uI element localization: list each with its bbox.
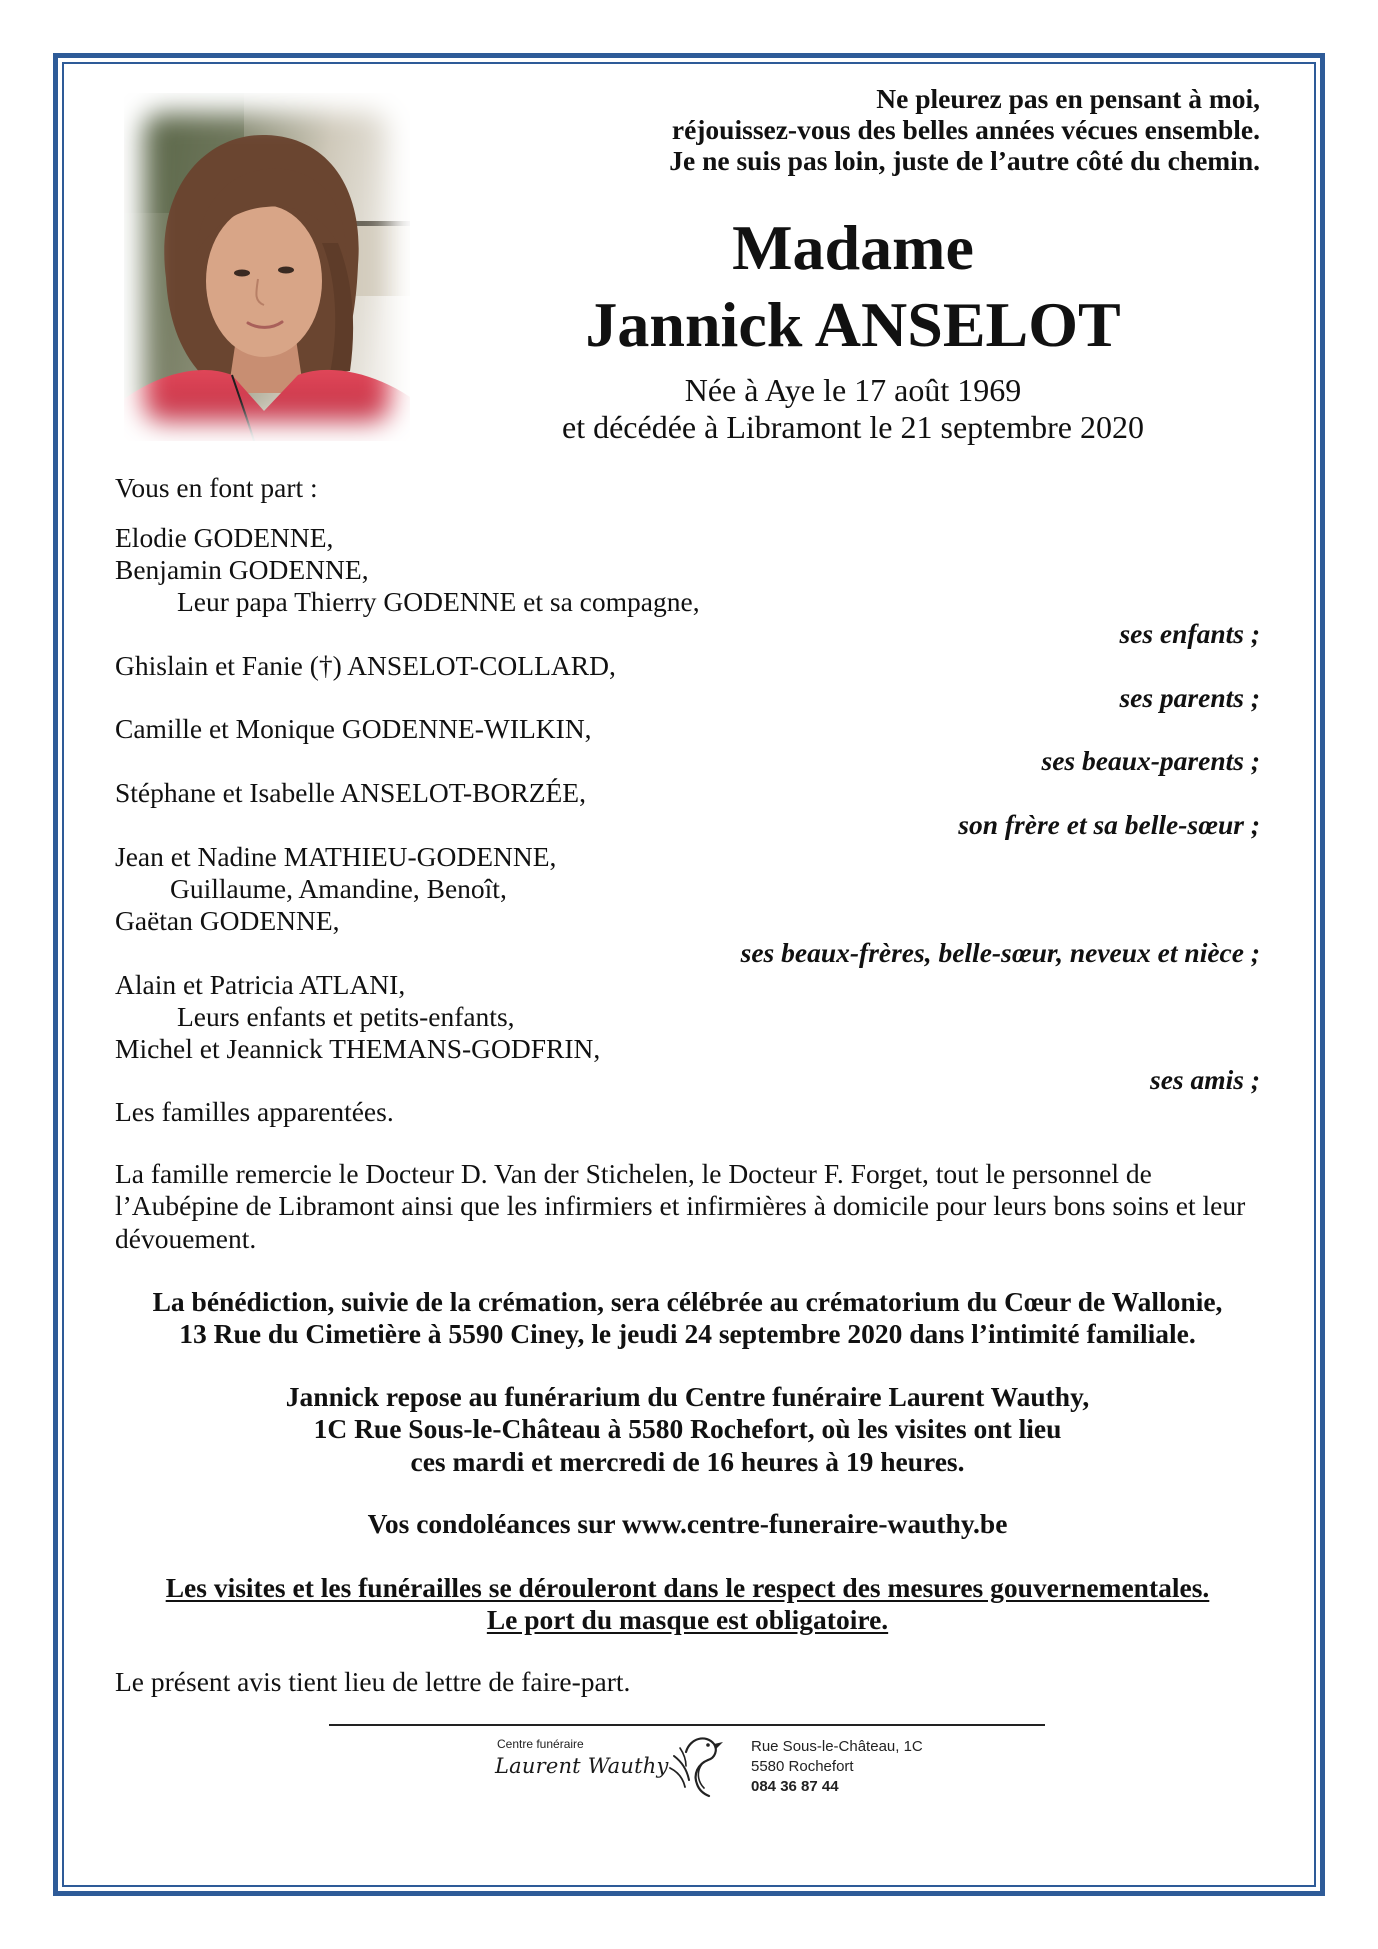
family-name: Michel et Jeannick THEMANS-GODFRIN,: [115, 1032, 601, 1064]
thanks-line: l’Aubépine de Libramont ainsi que les infirmiers et infirmières à domicile pour leurs bons soins et leur: [115, 1190, 1246, 1222]
health-measures: [115, 1572, 1260, 1637]
funeral-home-address: [751, 1737, 923, 1797]
bird-logo-icon: [668, 1730, 724, 1798]
quote-line: réjouissez-vous des belles années vécues ensemble.: [671, 114, 1260, 145]
thanks-line: La famille remercie le Docteur D. Van der Stichelen, le Docteur F. Forget, tout le personnel de: [115, 1158, 1152, 1189]
family-relation: ses enfants ;: [1119, 617, 1260, 649]
family-relation: ses amis ;: [1150, 1064, 1260, 1096]
funerarium-line: Jannick repose au funérarium du Centre funéraire Laurent Wauthy,: [285, 1381, 1090, 1412]
measures-line: Le port du masque est obligatoire.: [486, 1604, 889, 1636]
memorial-quote: [115, 83, 1260, 176]
quote-line: Je ne suis pas loin, juste de l’autre côté du chemin.: [669, 145, 1260, 176]
measures-line: Les visites et les funérailles se dérouleront dans le respect des mesures gouvernementales.: [165, 1572, 1210, 1603]
family-list: [115, 522, 1260, 1128]
address-city: 5580 Rochefort: [751, 1758, 854, 1775]
address-phone: 084 36 87 44: [751, 1778, 839, 1795]
family-name: Leur papa Thierry GODENNE et sa compagne,: [177, 585, 700, 617]
thanks-line: dévouement.: [115, 1222, 257, 1254]
brand-name: Laurent Wauthy: [495, 1754, 669, 1778]
family-name: Ghislain et Fanie (†) ANSELOT-COLLARD,: [115, 649, 616, 681]
family-name: Guillaume, Amandine, Benoît,: [170, 872, 507, 904]
family-relation: ses beaux-frères, belle-sœur, neveux et nièce ;: [740, 936, 1260, 968]
ceremony-details: [115, 1286, 1260, 1351]
footer-divider: [329, 1724, 1045, 1726]
family-relation: son frère et sa belle-sœur ;: [958, 809, 1260, 841]
family-name: Elodie GODENNE,: [115, 522, 334, 553]
death-date: et décédée à Libramont le 21 septembre 2020: [562, 409, 1144, 445]
family-name: Benjamin GODENNE,: [115, 553, 369, 585]
life-dates: [453, 372, 1253, 446]
family-name: Gaëtan GODENNE,: [115, 904, 340, 936]
related-families: Les familles apparentées.: [115, 1096, 394, 1128]
family-name: Camille et Monique GODENNE-WILKIN,: [115, 713, 592, 745]
announcement-intro: Vous en font part :: [115, 472, 318, 503]
notice-line: Le présent avis tient lieu de lettre de faire-part.: [115, 1666, 631, 1697]
funerarium-line: 1C Rue Sous-le-Château à 5580 Rochefort, où les visites ont lieu: [313, 1413, 1062, 1445]
family-name: Jean et Nadine MATHIEU-GODENNE,: [115, 841, 557, 873]
brand-caption: Centre funéraire: [497, 1737, 584, 1751]
ceremony-line: 13 Rue du Cimetière à 5590 Ciney, le jeudi 24 septembre 2020 dans l’intimité familiale.: [179, 1318, 1196, 1350]
family-relation: ses parents ;: [1119, 681, 1260, 713]
quote-line: Ne pleurez pas en pensant à moi,: [876, 83, 1260, 114]
condolences-line: Vos condoléances sur www.centre-funeraire-wauthy.be: [367, 1508, 1008, 1539]
family-name: Stéphane et Isabelle ANSELOT-BORZÉE,: [115, 777, 586, 809]
birth-date: Née à Aye le 17 août 1969: [684, 372, 1022, 408]
funerarium-line: ces mardi et mercredi de 16 heures à 19 heures.: [410, 1445, 965, 1477]
thanks-paragraph: [115, 1158, 1260, 1255]
family-relation: ses beaux-parents ;: [1041, 745, 1260, 777]
family-name: Leurs enfants et petits-enfants,: [177, 1000, 515, 1032]
family-name: Alain et Patricia ATLANI,: [115, 968, 406, 1000]
deceased-honorific: Madame: [732, 212, 974, 283]
address-street: Rue Sous-le-Château, 1C: [751, 1738, 923, 1755]
deceased-name: Jannick ANSELOT: [585, 289, 1121, 360]
funerarium-details: [115, 1381, 1260, 1478]
ceremony-line: La bénédiction, suivie de la crémation, sera célébrée au crématorium du Cœur de Wallonie,: [152, 1286, 1223, 1317]
